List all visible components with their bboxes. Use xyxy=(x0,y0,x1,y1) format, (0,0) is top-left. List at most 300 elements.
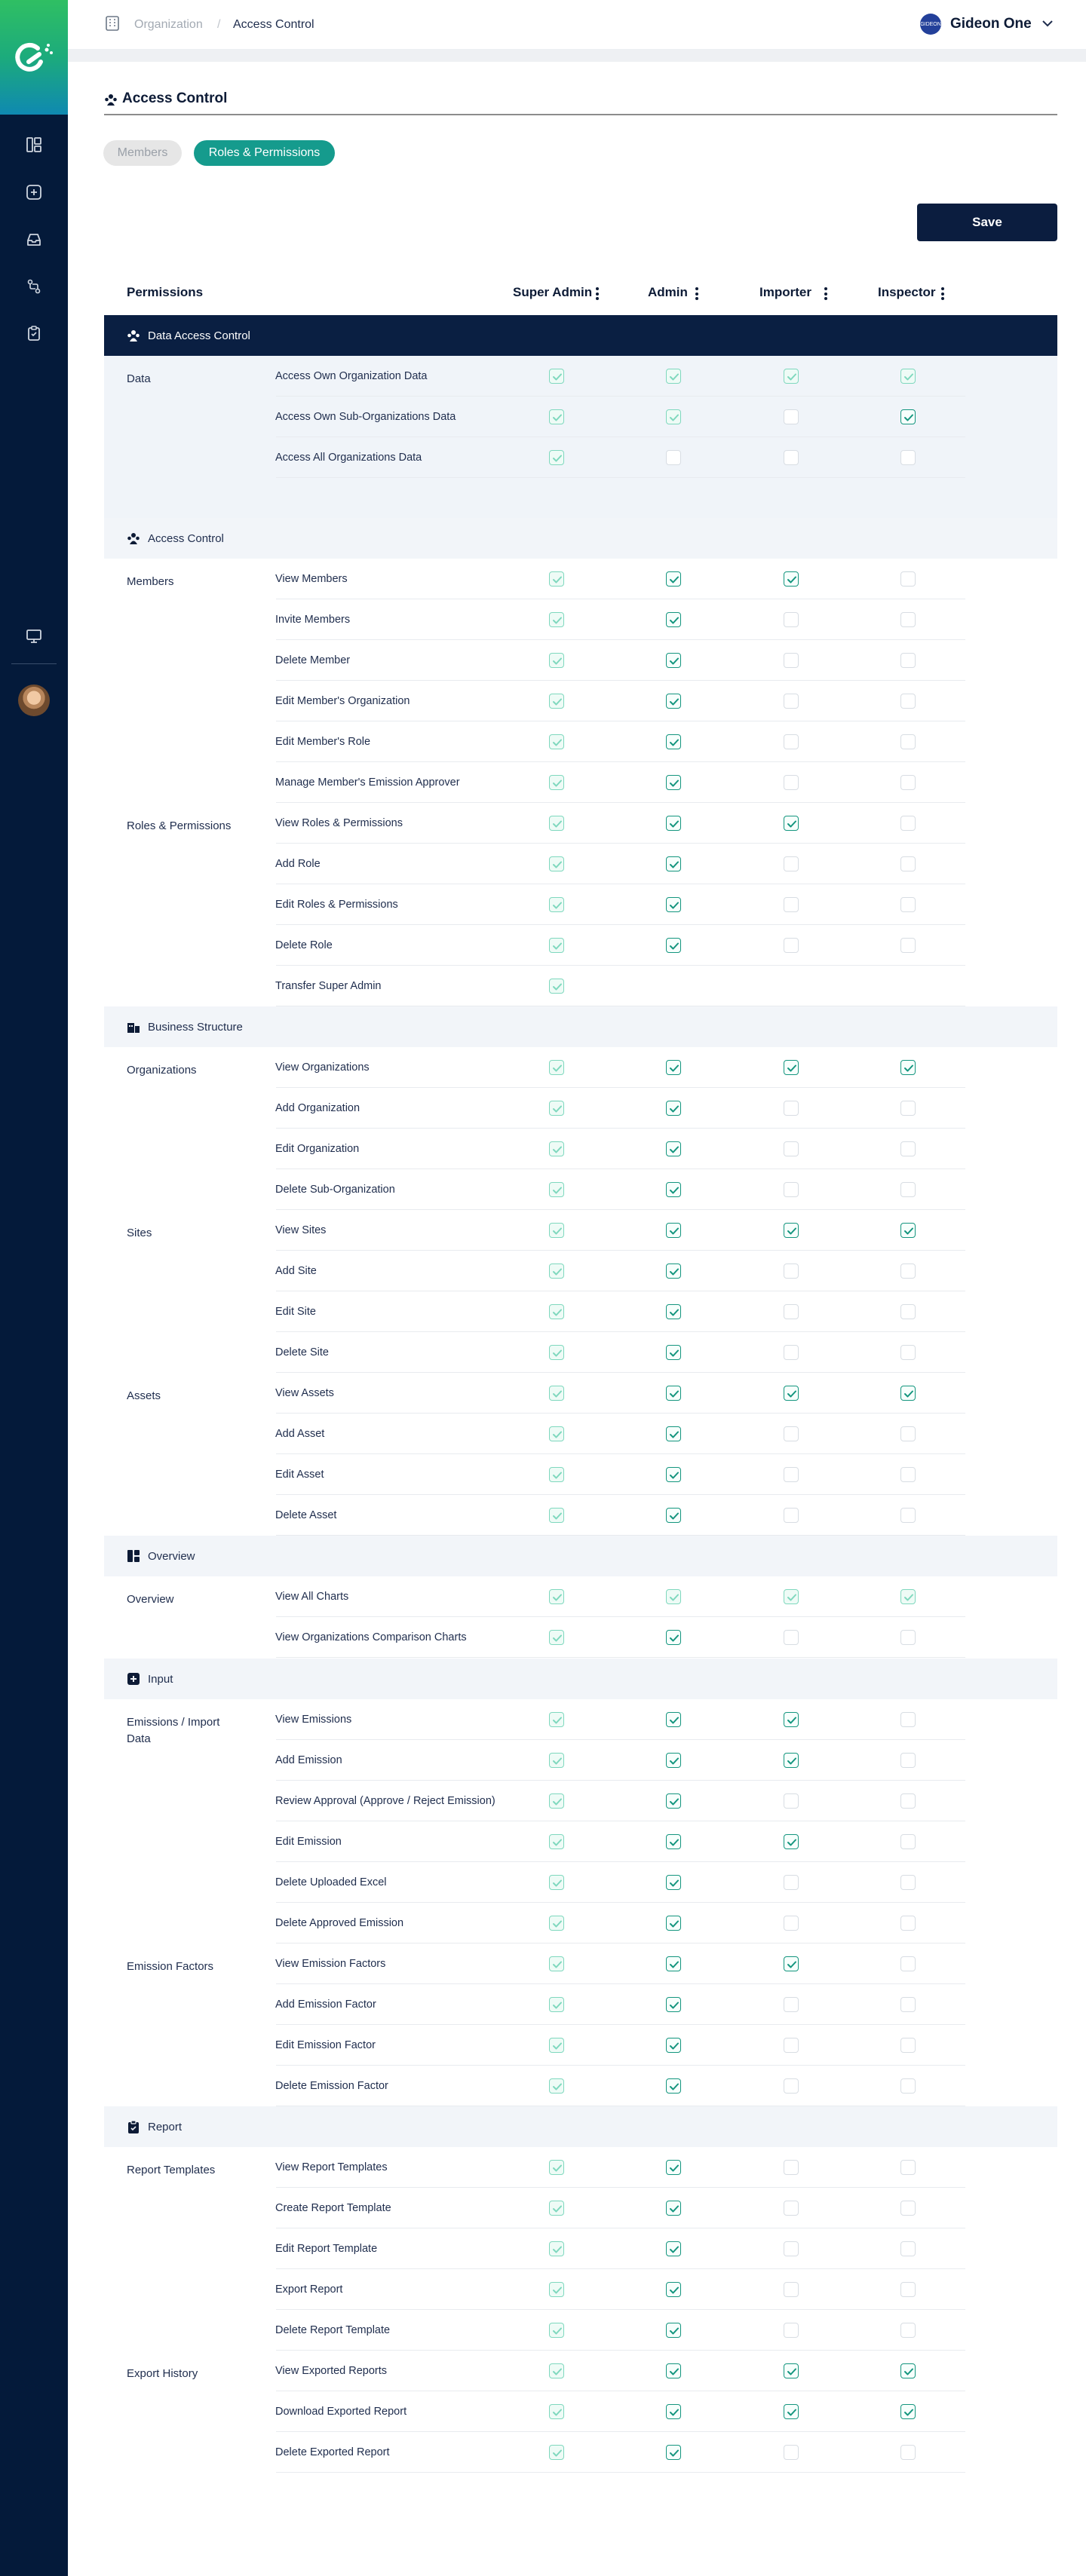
checkbox-unchecked[interactable] xyxy=(784,1263,799,1279)
permission-label: Access Own Organization Data xyxy=(275,370,428,382)
group-label: Emission Factors xyxy=(127,1960,214,1973)
checkbox-checked[interactable] xyxy=(549,653,564,668)
checkbox-checked[interactable] xyxy=(666,1916,681,1931)
checkbox-unchecked[interactable] xyxy=(784,1141,799,1156)
checkbox-unchecked[interactable] xyxy=(900,1467,916,1482)
permission-row xyxy=(104,1495,965,1536)
checkbox-unchecked[interactable] xyxy=(900,1101,916,1116)
checkbox-checked[interactable] xyxy=(784,1060,799,1075)
checkbox-checked[interactable] xyxy=(549,979,564,994)
permission-label: Edit Site xyxy=(275,1306,316,1318)
checkbox-unchecked[interactable] xyxy=(900,1997,916,2012)
checkbox-checked[interactable] xyxy=(900,369,916,384)
permission-label: Delete Uploaded Excel xyxy=(275,1876,387,1888)
add-square-icon xyxy=(127,1672,140,1686)
checkbox-checked[interactable] xyxy=(900,2363,916,2378)
row-divider xyxy=(276,477,965,478)
permission-label: Edit Roles & Permissions xyxy=(275,899,398,911)
permission-label: Delete Sub-Organization xyxy=(275,1184,395,1196)
checkbox-checked[interactable] xyxy=(549,2078,564,2094)
permission-row xyxy=(104,1617,965,1658)
checkbox-unchecked[interactable] xyxy=(666,450,681,465)
checkbox-checked[interactable] xyxy=(549,775,564,790)
checkbox-checked[interactable] xyxy=(549,2323,564,2338)
checkbox-unchecked[interactable] xyxy=(900,1304,916,1319)
checkbox-checked[interactable] xyxy=(549,1753,564,1768)
checkbox-unchecked[interactable] xyxy=(784,612,799,627)
permission-label: Delete Site xyxy=(275,1346,329,1358)
checkbox-checked[interactable] xyxy=(549,450,564,465)
permission-row xyxy=(104,2432,965,2473)
checkbox-unchecked[interactable] xyxy=(784,2201,799,2216)
permission-row xyxy=(104,599,965,640)
checkbox-checked[interactable] xyxy=(549,1875,564,1890)
permission-label: Add Emission Factor xyxy=(275,1999,376,2011)
checkbox-checked[interactable] xyxy=(784,369,799,384)
tab-members[interactable]: Members xyxy=(103,140,182,166)
checkbox-unchecked[interactable] xyxy=(900,1263,916,1279)
permission-row xyxy=(104,437,965,478)
checkbox-unchecked[interactable] xyxy=(784,734,799,749)
checkbox-unchecked[interactable] xyxy=(900,1916,916,1931)
group-label: Data xyxy=(127,372,151,385)
section-header xyxy=(104,1536,1057,1576)
checkbox-checked[interactable] xyxy=(784,1753,799,1768)
checkbox-checked[interactable] xyxy=(549,409,564,424)
logo-icon xyxy=(12,39,56,75)
checkbox-checked[interactable] xyxy=(549,1223,564,1238)
checkbox-checked[interactable] xyxy=(549,856,564,871)
checkbox-unchecked[interactable] xyxy=(900,1141,916,1156)
checkbox-checked[interactable] xyxy=(666,2201,681,2216)
checkbox-checked[interactable] xyxy=(549,1834,564,1849)
checkbox-checked[interactable] xyxy=(666,2363,681,2378)
checkbox-checked[interactable] xyxy=(900,2404,916,2419)
permission-row xyxy=(104,559,965,599)
permission-row xyxy=(104,1903,965,1943)
permission-label: Add Asset xyxy=(275,1428,325,1440)
building-icon xyxy=(104,15,121,35)
permission-label: Delete Approved Emission xyxy=(275,1917,404,1929)
permission-row xyxy=(104,2025,965,2066)
checkbox-checked[interactable] xyxy=(784,1956,799,1971)
role-header-admin: Admin xyxy=(648,285,688,299)
user-avatar[interactable]: GIDEON xyxy=(920,14,941,35)
breadcrumb-parent[interactable]: Organization xyxy=(134,18,203,31)
save-button[interactable]: Save xyxy=(917,204,1057,241)
checkbox-unchecked[interactable] xyxy=(900,816,916,831)
checkbox-checked[interactable] xyxy=(666,1630,681,1645)
checkbox-checked[interactable] xyxy=(549,816,564,831)
permission-row xyxy=(104,1984,965,2025)
checkbox-unchecked[interactable] xyxy=(784,1345,799,1360)
section-title: Overview xyxy=(148,1549,195,1563)
checkbox-checked[interactable] xyxy=(549,1141,564,1156)
monitor-icon[interactable] xyxy=(25,627,43,645)
checkbox-unchecked[interactable] xyxy=(784,938,799,953)
checkbox-checked[interactable] xyxy=(666,1712,681,1727)
checkbox-checked[interactable] xyxy=(666,1956,681,1971)
chevron-down-icon[interactable] xyxy=(1041,17,1054,34)
checkbox-checked[interactable] xyxy=(549,1467,564,1482)
checkbox-checked[interactable] xyxy=(784,1223,799,1238)
brand-logo[interactable] xyxy=(0,0,68,115)
checkbox-checked[interactable] xyxy=(549,1304,564,1319)
permission-row xyxy=(104,2188,965,2228)
section-title: Report xyxy=(148,2120,183,2133)
permission-row xyxy=(104,721,965,762)
permission-row xyxy=(104,2269,965,2310)
checkbox-checked[interactable] xyxy=(666,856,681,871)
checkbox-unchecked[interactable] xyxy=(784,409,799,424)
checkbox-checked[interactable] xyxy=(549,612,564,627)
checkbox-checked[interactable] xyxy=(549,2241,564,2256)
checkbox-unchecked[interactable] xyxy=(900,1345,916,1360)
section-header xyxy=(104,315,1057,356)
checkbox-checked[interactable] xyxy=(549,369,564,384)
checkbox-checked[interactable] xyxy=(666,2078,681,2094)
add-square-icon[interactable] xyxy=(25,183,43,201)
checkbox-checked[interactable] xyxy=(666,1834,681,1849)
permission-label: Delete Member xyxy=(275,654,351,666)
checkbox-unchecked[interactable] xyxy=(900,2241,916,2256)
checkbox-unchecked[interactable] xyxy=(784,2078,799,2094)
breadcrumb-separator: / xyxy=(217,18,221,31)
permission-label: View Roles & Permissions xyxy=(275,817,403,829)
role-header-importer: Importer xyxy=(759,285,811,299)
permission-label: Review Approval (Approve / Reject Emission) xyxy=(275,1795,495,1807)
checkbox-unchecked[interactable] xyxy=(900,2445,916,2460)
checkbox-unchecked[interactable] xyxy=(784,2323,799,2338)
checkbox-unchecked[interactable] xyxy=(784,1426,799,1441)
checkbox-checked[interactable] xyxy=(666,1304,681,1319)
checkbox-unchecked[interactable] xyxy=(784,1304,799,1319)
permission-label: Edit Organization xyxy=(275,1143,360,1155)
checkbox-unchecked[interactable] xyxy=(784,2282,799,2297)
checkbox-unchecked[interactable] xyxy=(784,1182,799,1197)
checkbox-unchecked[interactable] xyxy=(784,653,799,668)
permission-label: View Assets xyxy=(275,1387,334,1399)
checkbox-checked[interactable] xyxy=(900,1223,916,1238)
permission-row xyxy=(104,640,965,681)
permission-label: Delete Emission Factor xyxy=(275,2080,388,2092)
permission-label: Edit Member's Role xyxy=(275,736,371,748)
checkbox-checked[interactable] xyxy=(784,571,799,587)
checkbox-unchecked[interactable] xyxy=(900,856,916,871)
checkbox-unchecked[interactable] xyxy=(900,2160,916,2175)
checkbox-unchecked[interactable] xyxy=(900,1426,916,1441)
checkbox-unchecked[interactable] xyxy=(900,734,916,749)
building-icon xyxy=(127,1021,140,1033)
checkbox-checked[interactable] xyxy=(666,1223,681,1238)
checkbox-checked[interactable] xyxy=(666,1508,681,1523)
permission-row xyxy=(104,2351,965,2391)
checkbox-checked[interactable] xyxy=(784,816,799,831)
permission-row xyxy=(104,356,965,397)
permission-row xyxy=(104,844,965,884)
checkbox-checked[interactable] xyxy=(549,1956,564,1971)
checkbox-checked[interactable] xyxy=(666,1589,681,1604)
permission-row xyxy=(104,1047,965,1088)
checkbox-checked[interactable] xyxy=(549,2160,564,2175)
checkbox-unchecked[interactable] xyxy=(900,2201,916,2216)
checkbox-unchecked[interactable] xyxy=(900,1793,916,1809)
checkbox-checked[interactable] xyxy=(549,2404,564,2419)
checkbox-unchecked[interactable] xyxy=(784,775,799,790)
user-name[interactable]: Gideon One xyxy=(950,16,1032,32)
checkbox-checked[interactable] xyxy=(666,409,681,424)
checkbox-unchecked[interactable] xyxy=(784,1997,799,2012)
checkbox-checked[interactable] xyxy=(549,694,564,709)
permission-label: View Emissions xyxy=(275,1714,352,1726)
dashboard-icon[interactable] xyxy=(25,136,43,154)
section-title: Access Control xyxy=(148,531,224,545)
checkbox-checked[interactable] xyxy=(666,571,681,587)
checkbox-checked[interactable] xyxy=(900,1589,916,1604)
permission-row xyxy=(104,803,965,844)
checkbox-unchecked[interactable] xyxy=(784,856,799,871)
checkbox-unchecked[interactable] xyxy=(900,1182,916,1197)
permission-row xyxy=(104,925,965,966)
checkbox-checked[interactable] xyxy=(900,1386,916,1401)
permission-row xyxy=(104,762,965,803)
section-title: Data Access Control xyxy=(148,329,250,342)
checkbox-checked[interactable] xyxy=(666,1997,681,2012)
permission-label: Edit Report Template xyxy=(275,2243,378,2255)
permission-label: View Emission Factors xyxy=(275,1958,386,1970)
checkbox-checked[interactable] xyxy=(549,1997,564,2012)
checkbox-unchecked[interactable] xyxy=(900,1712,916,1727)
checkbox-checked[interactable] xyxy=(784,1712,799,1727)
checkbox-checked[interactable] xyxy=(549,1508,564,1523)
more-vertical-icon[interactable] xyxy=(941,287,944,302)
permission-row xyxy=(104,1862,965,1903)
checkbox-checked[interactable] xyxy=(549,2201,564,2216)
checkbox-unchecked[interactable] xyxy=(784,1793,799,1809)
permission-row xyxy=(104,1781,965,1821)
row-divider xyxy=(276,1657,965,1658)
checkbox-unchecked[interactable] xyxy=(784,2445,799,2460)
checkbox-checked[interactable] xyxy=(666,1753,681,1768)
checkbox-checked[interactable] xyxy=(666,2445,681,2460)
permission-label: Access Own Sub-Organizations Data xyxy=(275,411,456,423)
checkbox-checked[interactable] xyxy=(549,1630,564,1645)
checkbox-unchecked[interactable] xyxy=(784,2160,799,2175)
checkbox-unchecked[interactable] xyxy=(784,450,799,465)
permission-label: Edit Emission Factor xyxy=(275,2039,376,2051)
permission-label: Add Emission xyxy=(275,1754,342,1766)
permission-row xyxy=(104,1169,965,1210)
checkbox-checked[interactable] xyxy=(900,1060,916,1075)
checkbox-checked[interactable] xyxy=(549,1712,564,1727)
more-vertical-icon[interactable] xyxy=(695,287,698,302)
group-label: Members xyxy=(127,575,174,588)
more-vertical-icon[interactable] xyxy=(824,287,827,302)
checkbox-checked[interactable] xyxy=(666,2038,681,2053)
checkbox-unchecked[interactable] xyxy=(784,1467,799,1482)
checkbox-checked[interactable] xyxy=(549,2038,564,2053)
group-label: Roles & Permissions xyxy=(127,819,232,832)
checkbox-unchecked[interactable] xyxy=(900,571,916,587)
checkbox-unchecked[interactable] xyxy=(900,1753,916,1768)
checkbox-checked[interactable] xyxy=(666,2160,681,2175)
checkbox-unchecked[interactable] xyxy=(784,1916,799,1931)
checkbox-checked[interactable] xyxy=(549,1060,564,1075)
tab-roles-permissions[interactable]: Roles & Permissions xyxy=(194,140,335,166)
checkbox-checked[interactable] xyxy=(549,2363,564,2378)
checkbox-checked[interactable] xyxy=(549,734,564,749)
checkbox-checked[interactable] xyxy=(666,2323,681,2338)
permission-label: Manage Member's Emission Approver xyxy=(275,776,460,789)
checkbox-unchecked[interactable] xyxy=(784,2038,799,2053)
section-header xyxy=(104,2106,1057,2147)
checkbox-checked[interactable] xyxy=(666,938,681,953)
checkbox-unchecked[interactable] xyxy=(784,897,799,912)
checkbox-checked[interactable] xyxy=(666,1101,681,1116)
more-vertical-icon[interactable] xyxy=(596,287,599,302)
permission-row xyxy=(104,2066,965,2106)
permission-label: Edit Asset xyxy=(275,1469,324,1481)
checkbox-unchecked[interactable] xyxy=(900,2323,916,2338)
checkbox-checked[interactable] xyxy=(666,653,681,668)
checkbox-unchecked[interactable] xyxy=(784,1101,799,1116)
checkbox-checked[interactable] xyxy=(666,1060,681,1075)
checkbox-unchecked[interactable] xyxy=(900,1834,916,1849)
top-strip xyxy=(68,50,1086,62)
checkbox-unchecked[interactable] xyxy=(900,938,916,953)
checkbox-unchecked[interactable] xyxy=(784,1508,799,1523)
checkbox-unchecked[interactable] xyxy=(900,1630,916,1645)
checkbox-unchecked[interactable] xyxy=(784,1875,799,1890)
checkbox-unchecked[interactable] xyxy=(900,2038,916,2053)
checkbox-checked[interactable] xyxy=(666,1182,681,1197)
permission-label: Add Role xyxy=(275,858,321,870)
permission-row xyxy=(104,1414,965,1454)
checkbox-checked[interactable] xyxy=(666,612,681,627)
checkbox-checked[interactable] xyxy=(666,897,681,912)
checkbox-checked[interactable] xyxy=(784,1589,799,1604)
checkbox-checked[interactable] xyxy=(666,369,681,384)
permission-row xyxy=(104,2228,965,2269)
checkbox-unchecked[interactable] xyxy=(900,612,916,627)
permission-row xyxy=(104,1210,965,1251)
checkbox-checked[interactable] xyxy=(666,1263,681,1279)
checkbox-unchecked[interactable] xyxy=(784,694,799,709)
checkbox-checked[interactable] xyxy=(666,694,681,709)
checkbox-unchecked[interactable] xyxy=(900,1956,916,1971)
checkbox-unchecked[interactable] xyxy=(784,1630,799,1645)
permission-row xyxy=(104,884,965,925)
switch-icon[interactable] xyxy=(25,277,43,296)
permission-label: Delete Exported Report xyxy=(275,2446,390,2458)
permission-label: Add Site xyxy=(275,1265,317,1277)
checkbox-checked[interactable] xyxy=(666,775,681,790)
checkbox-checked[interactable] xyxy=(549,1101,564,1116)
checkbox-unchecked[interactable] xyxy=(900,2078,916,2094)
permission-row xyxy=(104,1332,965,1373)
checkbox-checked[interactable] xyxy=(666,1386,681,1401)
checkbox-unchecked[interactable] xyxy=(900,2282,916,2297)
checkbox-unchecked[interactable] xyxy=(900,450,916,465)
section-title: Input xyxy=(148,1672,173,1686)
checkbox-checked[interactable] xyxy=(549,2282,564,2297)
checkbox-checked[interactable] xyxy=(549,1263,564,1279)
clipboard-icon[interactable] xyxy=(25,324,43,342)
checkbox-checked[interactable] xyxy=(666,1875,681,1890)
checkbox-unchecked[interactable] xyxy=(784,2241,799,2256)
checkbox-checked[interactable] xyxy=(549,1589,564,1604)
checkbox-checked[interactable] xyxy=(549,897,564,912)
profile-avatar[interactable] xyxy=(18,685,50,716)
checkbox-checked[interactable] xyxy=(666,816,681,831)
checkbox-unchecked[interactable] xyxy=(900,653,916,668)
permission-label: Export Report xyxy=(275,2283,343,2296)
checkbox-checked[interactable] xyxy=(784,2363,799,2378)
checkbox-unchecked[interactable] xyxy=(900,897,916,912)
group-label: Overview xyxy=(127,1593,174,1606)
checkbox-checked[interactable] xyxy=(784,1386,799,1401)
permission-label: View Sites xyxy=(275,1224,327,1236)
checkbox-checked[interactable] xyxy=(666,1426,681,1441)
checkbox-checked[interactable] xyxy=(549,2445,564,2460)
checkbox-checked[interactable] xyxy=(666,2282,681,2297)
checkbox-checked[interactable] xyxy=(784,2404,799,2419)
checkbox-checked[interactable] xyxy=(666,2241,681,2256)
section-header xyxy=(104,1659,1057,1699)
checkbox-checked[interactable] xyxy=(666,1467,681,1482)
checkbox-checked[interactable] xyxy=(784,1834,799,1849)
checkbox-unchecked[interactable] xyxy=(900,694,916,709)
dashboard-icon xyxy=(127,1549,140,1563)
checkbox-checked[interactable] xyxy=(666,734,681,749)
checkbox-checked[interactable] xyxy=(549,1386,564,1401)
permission-row xyxy=(104,1943,965,1984)
permission-label: View Organizations Comparison Charts xyxy=(275,1631,467,1643)
checkbox-checked[interactable] xyxy=(549,1182,564,1197)
checkbox-checked[interactable] xyxy=(666,1345,681,1360)
clipboard-icon xyxy=(127,2120,140,2133)
permission-label: View Exported Reports xyxy=(275,2365,388,2377)
role-header-super-admin: Super Admin xyxy=(513,285,593,299)
checkbox-checked[interactable] xyxy=(549,1345,564,1360)
checkbox-checked[interactable] xyxy=(549,1916,564,1931)
permission-row xyxy=(104,1088,965,1129)
checkbox-checked[interactable] xyxy=(549,1426,564,1441)
group-label: Organizations xyxy=(127,1064,197,1077)
checkbox-checked[interactable] xyxy=(666,2404,681,2419)
checkbox-checked[interactable] xyxy=(549,571,564,587)
people-icon xyxy=(104,93,118,109)
permission-row xyxy=(104,1454,965,1495)
sidebar-divider xyxy=(11,663,57,664)
permission-label: Delete Report Template xyxy=(275,2324,391,2336)
inbox-icon[interactable] xyxy=(25,231,43,249)
checkbox-unchecked[interactable] xyxy=(900,775,916,790)
permission-row xyxy=(104,681,965,721)
checkbox-checked[interactable] xyxy=(549,938,564,953)
checkbox-checked[interactable] xyxy=(549,1793,564,1809)
title-divider xyxy=(104,114,1057,115)
checkbox-checked[interactable] xyxy=(666,1793,681,1809)
permission-row xyxy=(104,1129,965,1169)
permission-row xyxy=(104,1740,965,1781)
checkbox-unchecked[interactable] xyxy=(900,1875,916,1890)
checkbox-checked[interactable] xyxy=(666,1141,681,1156)
checkbox-checked[interactable] xyxy=(900,409,916,424)
permission-label: Transfer Super Admin xyxy=(275,980,382,992)
group-label: Report Templates xyxy=(127,2164,216,2176)
checkbox-unchecked[interactable] xyxy=(900,1508,916,1523)
